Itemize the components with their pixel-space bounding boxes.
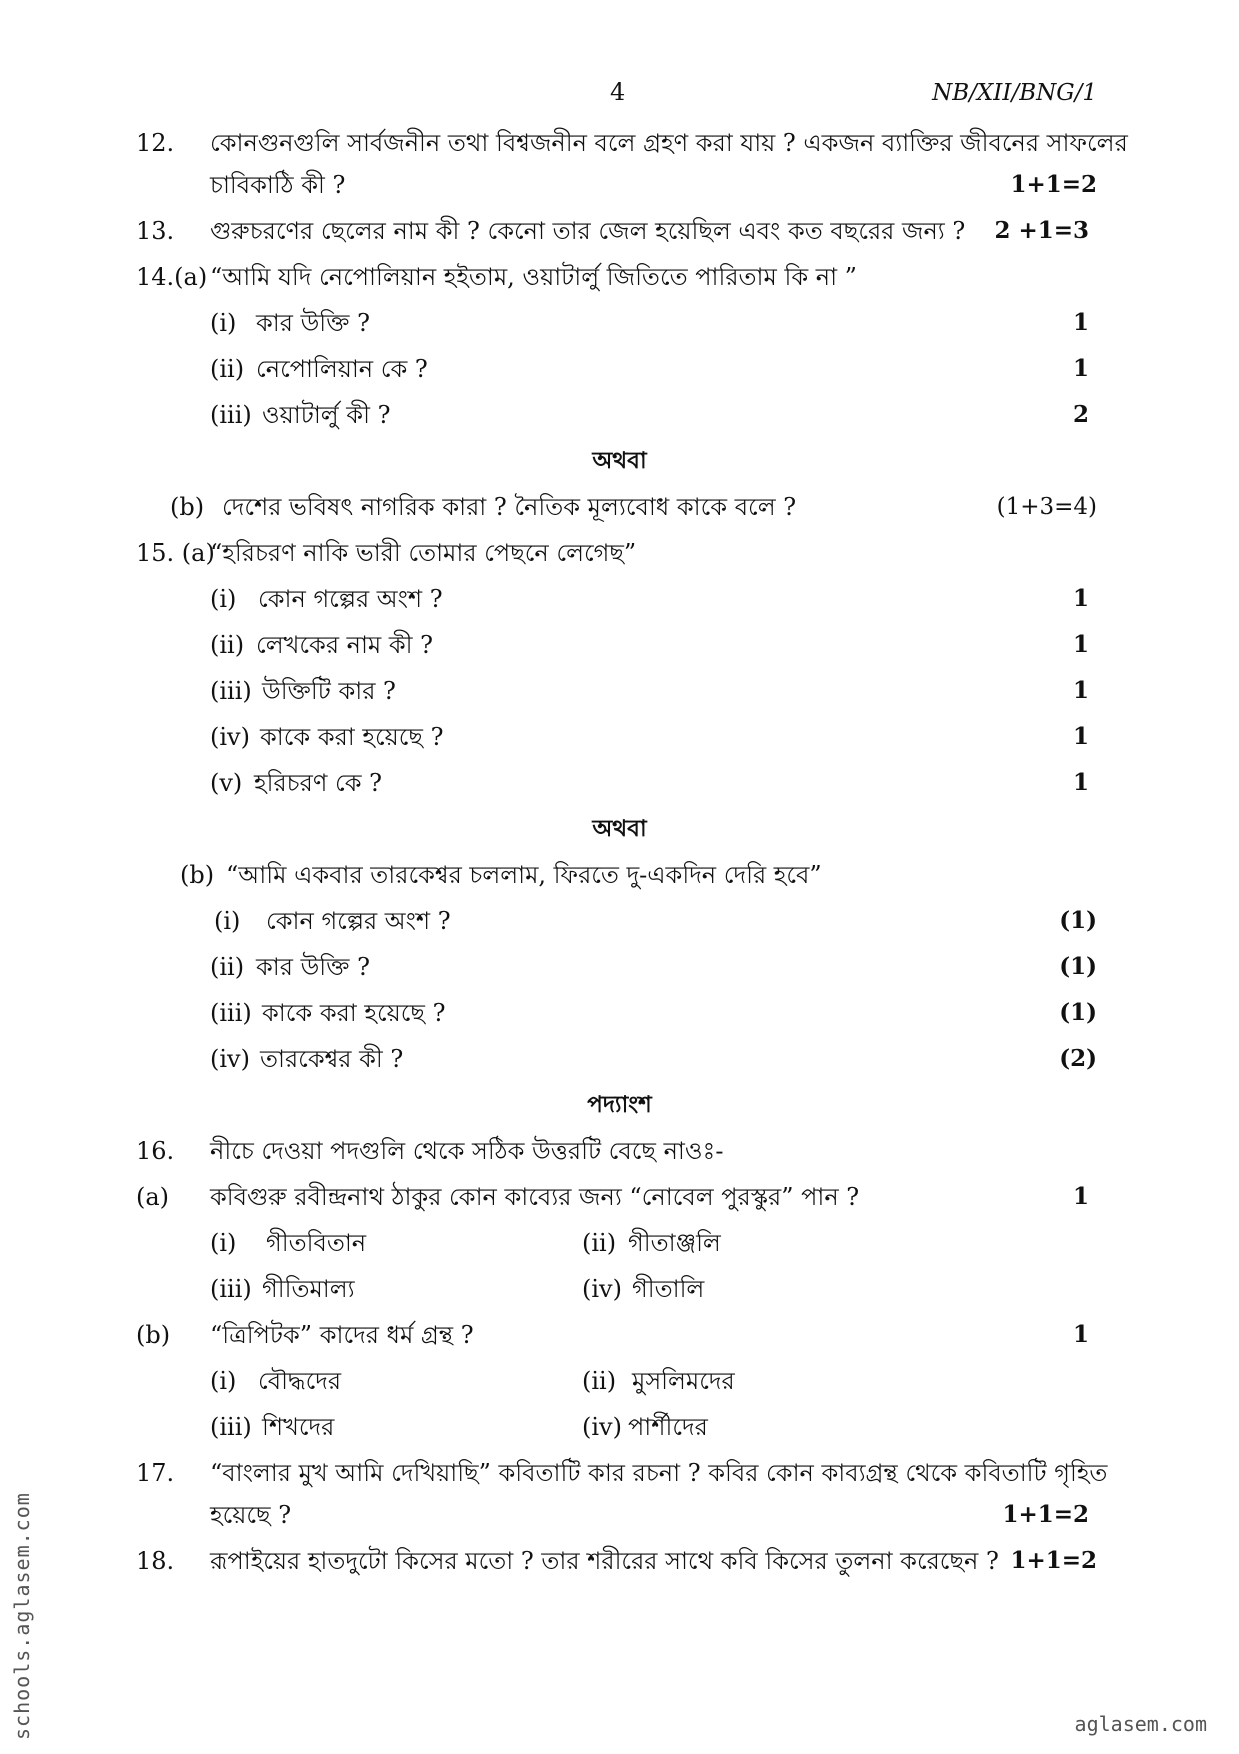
option-text: বৌদ্ধদের [258,1367,342,1395]
question-marks: 1+1=2 [1002,1501,1089,1528]
page-number: 4 [610,78,626,106]
sub-label: (b) [136,1321,171,1349]
sub-question: “ত্রিপিটক” কাদের ধর্ম গ্রন্থ ? [210,1321,474,1349]
sub-marks: 1 [1072,631,1089,658]
quote-text: “আমি যদি নেপোলিয়ান হইতাম, ওয়াটার্লু জিতিতে পারিতাম কি না ” [210,263,857,291]
sub-label: (iv) [210,1045,250,1073]
sub-marks: 1 [1072,355,1089,382]
sub-marks: (1) [1059,907,1097,934]
sub-label: (iii) [210,401,252,429]
question-text: গুরুচরণের ছেলের নাম কী ? কেনো তার জেল হয়েছিল এবং কত বছরের জন্য ? [210,217,966,245]
option-text: শিখদের [262,1413,335,1441]
sub-question: লেখকের নাম কী ? [256,631,434,659]
sub-question: কার উক্তি ? [256,309,370,337]
sub-label: (i) [210,585,237,613]
question-text: নীচে দেওয়া পদগুলি থেকে সঠিক উত্তরটি বেছে নাওঃ- [210,1137,724,1165]
option-text: পার্শীদের [628,1413,708,1441]
sub-label: (ii) [210,631,245,659]
or-heading: অথবা [592,815,647,842]
sub-marks: (1+3=4) [996,494,1097,520]
question-text: “বাংলার মুখ আমি দেখিয়াছি” কবিতাটি কার রচনা ? কবির কোন কাব্যগ্রন্থ থেকে কবিতাটি গৃহিত [210,1459,1108,1487]
sub-marks: (1) [1059,953,1097,980]
sub-marks: 1 [1072,723,1089,750]
sub-marks: 1 [1072,1183,1089,1210]
question-text-cont: চাবিকাঠি কী ? [210,171,346,199]
sub-question: ওয়াটার্লু কী ? [262,401,391,429]
question-number: 17. [136,1459,175,1487]
option-label: (iii) [210,1275,252,1303]
sub-label: (b) [170,493,205,521]
option-text: মুসলিমদের [632,1367,735,1395]
sub-marks: 1 [1072,585,1089,612]
sub-question: হরিচরণ কে ? [254,769,382,797]
option-text: গীতবিতান [266,1229,367,1257]
question-number: 18. [136,1547,175,1575]
option-label: (i) [210,1229,237,1257]
watermark-footer: aglasem.com [1074,1712,1207,1736]
sub-question: কবিগুরু রবীন্দ্রনাথ ঠাকুর কোন কাব্যের জন্য “নোবেল পুরস্কুর” পান ? [210,1183,860,1211]
sub-question: তারকেশ্বর কী ? [260,1045,404,1073]
sub-marks: 1 [1072,677,1089,704]
question-marks: 1+1=2 [1010,1547,1097,1574]
watermark-vertical: schools.aglasem.com [10,1492,34,1740]
sub-label: (v) [210,769,243,797]
option-text: গীতিমাল্য [262,1275,355,1303]
option-label: (iii) [210,1413,252,1441]
option-label: (ii) [582,1229,617,1257]
sub-marks: 1 [1072,1321,1089,1348]
sub-question: কোন গল্পের অংশ ? [258,585,443,613]
sub-marks: 2 [1072,401,1089,428]
question-text-cont: হয়েছে ? [210,1501,292,1529]
sub-label: (iii) [210,999,252,1027]
question-number: 14.(a) [136,263,208,291]
quote-text: “হরিচরণ নাকি ভারী তোমার পেছনে লেগেছ” [210,539,637,567]
sub-label: (iii) [210,677,252,705]
quote-text: “আমি একবার তারকেশ্বর চললাম, ফিরতে দু-একদিন দেরি হবে” [226,861,822,889]
sub-question: কাকে করা হয়েছে ? [260,723,444,751]
or-heading: অথবা [592,447,647,474]
sub-question: কাকে করা হয়েছে ? [262,999,446,1027]
question-number: 16. [136,1137,175,1165]
option-label: (ii) [582,1367,617,1395]
question-number: 12. [136,129,175,157]
sub-label: (i) [210,309,237,337]
section-heading: পদ্যাংশ [587,1091,652,1118]
question-marks: 2 +1=3 [994,217,1089,244]
option-text: গীতাঞ্জলি [628,1229,721,1257]
sub-question: উক্তিটি কার ? [262,677,396,705]
option-label: (i) [210,1367,237,1395]
sub-marks: 1 [1072,769,1089,796]
question-text: কোনগুনগুলি সার্বজনীন তথা বিশ্বজনীন বলে গ্রহণ করা যায় ? একজন ব্যাক্তির জীবনের সাফলের [210,129,1128,157]
option-label: (iv) [582,1413,622,1441]
question-text: রূপাইয়ের হাতদুটো কিসের মতো ? তার শরীরের সাথে কবি কিসের তুলনা করেছেন ? [210,1547,999,1575]
sub-label: (a) [136,1183,170,1211]
option-text: গীতালি [632,1275,705,1303]
paper-code: NB/XII/BNG/1 [932,80,1097,106]
sub-label: (b) [180,861,215,889]
question-number: 15. (a) [136,539,215,567]
sub-label: (iv) [210,723,250,751]
sub-question: কার উক্তি ? [256,953,370,981]
sub-label: (ii) [210,953,245,981]
sub-marks: 1 [1072,309,1089,336]
sub-label: (ii) [210,355,245,383]
question-number: 13. [136,217,175,245]
sub-marks: (2) [1059,1045,1097,1072]
sub-question: নেপোলিয়ান কে ? [256,355,428,383]
sub-question: কোন গল্পের অংশ ? [266,907,451,935]
sub-label: (i) [214,907,241,935]
sub-marks: (1) [1059,999,1097,1026]
option-label: (iv) [582,1275,622,1303]
question-marks: 1+1=2 [1010,171,1097,198]
sub-question: দেশের ভবিষৎ নাগরিক কারা ? নৈতিক মূল্যবোধ কাকে বলে ? [222,493,797,521]
